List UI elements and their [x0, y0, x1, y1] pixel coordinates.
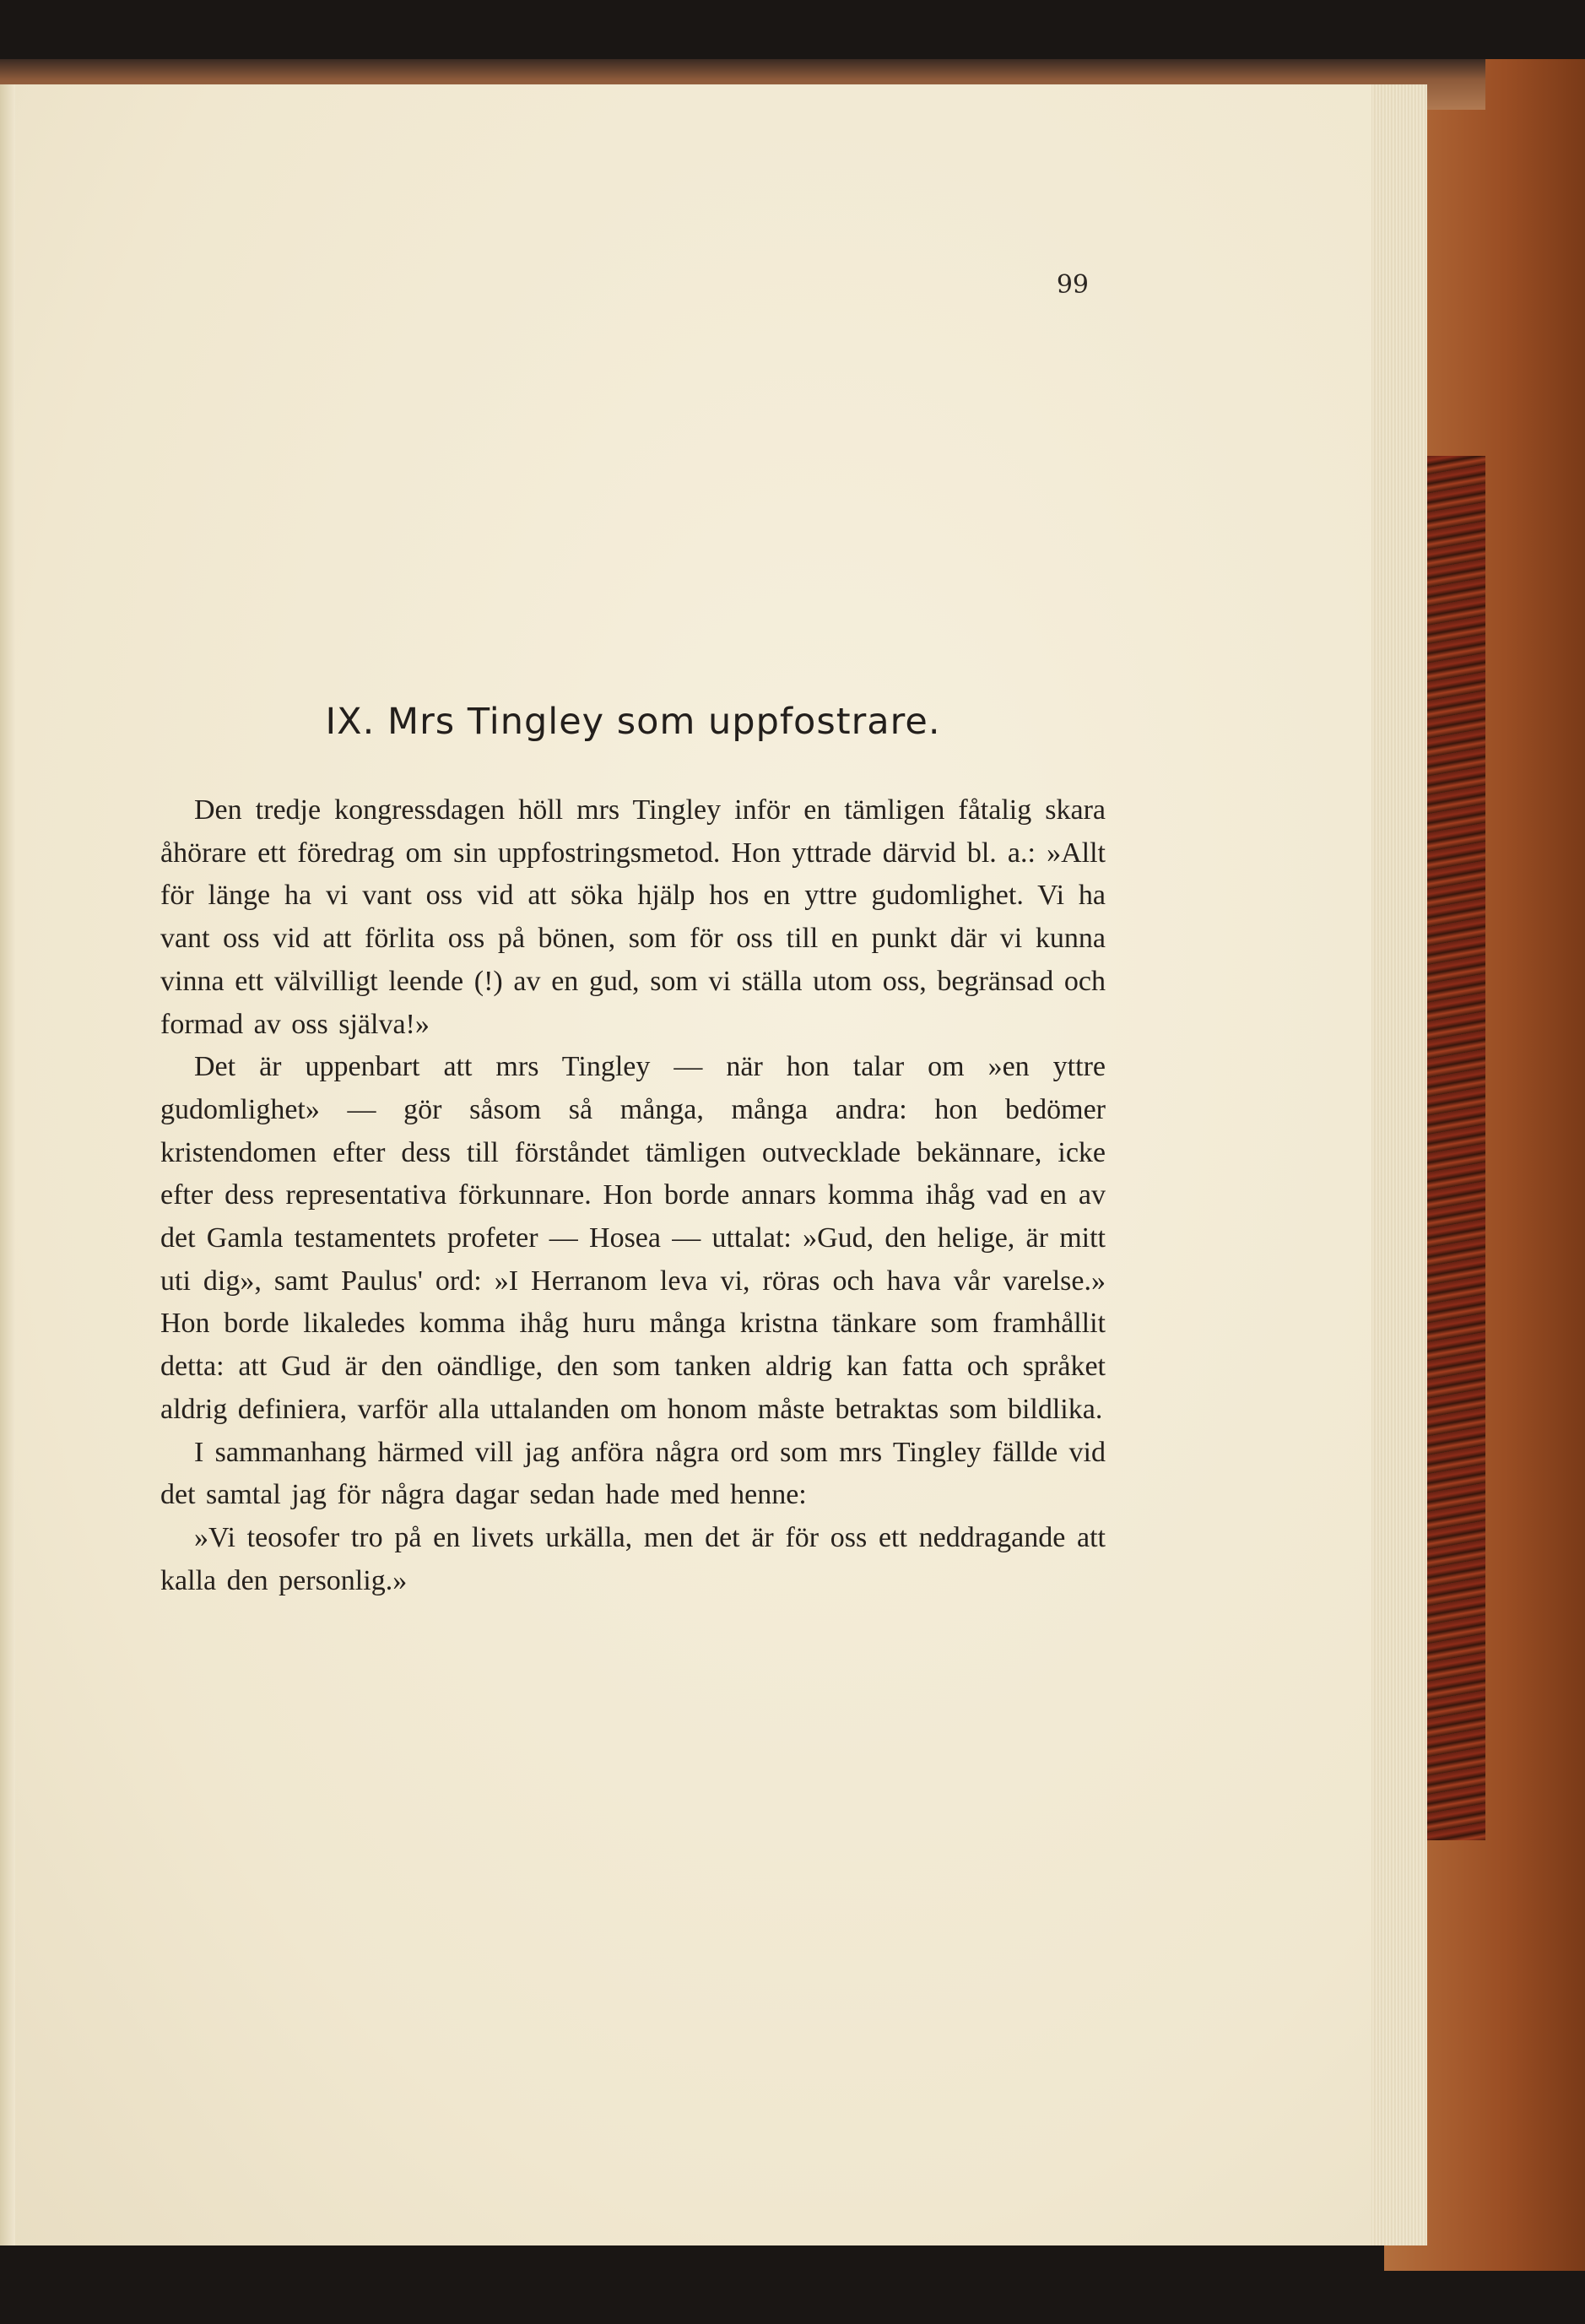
paragraph: I sammanhang härmed vill jag anföra några ord som mrs Tingley fällde vid det samtal jag för några dagar sedan hade med henne:	[160, 1436, 1106, 1511]
marbled-edge	[1426, 456, 1485, 1840]
chapter-title: IX. Mrs Tingley som uppfostrare.	[325, 701, 941, 743]
paragraph: »Vi teosofer tro på en livets urkälla, men det är för oss ett neddragande att kalla den personlig.»	[160, 1521, 1106, 1596]
paragraph: Det är uppenbart att mrs Tingley — när hon talar om »en yttre gudomlighet» — gör såsom så många, många andra: hon bedömer kristendomen efter dess till förståndet tämligen outvecklade bekännare, icke efter dess representativa förkunnare. Hon borde annars komma ihåg vad en av det Gamla testamentets profeter — Hosea — uttalat: »Gud, den helige, är mitt uti dig», samt Paulus' ord: »I Herranom leva vi, röras och hava vår varelse.» Hon borde likaledes komma ihåg huru många kristna tänkare som framhållit detta: att Gud är den oändlige, den som tanken aldrig kan fatta och språket aldrig definiera, varför alla uttalanden om honom måste betraktas som bildlika.	[160, 1051, 1106, 1425]
body-text	[160, 789, 1106, 1602]
paragraph: Den tredje kongressdagen höll mrs Tingley inför en tämligen fåtalig skara åhörare ett föredrag om sin uppfostringsmetod. Hon yttrade därvid bl. a.: »Allt för länge ha vi vant oss vid att söka hjälp hos en yttre gudomlighet. Vi ha vant oss vid att förlita oss på bönen, som för oss till en punkt där vi kunna vinna ett välvilligt leende (!) av en gud, som vi ställa utom oss, begränsad och formad av oss själva!»	[160, 794, 1106, 1040]
page-gutter	[0, 84, 15, 2245]
page-number: 99	[1056, 270, 1089, 300]
